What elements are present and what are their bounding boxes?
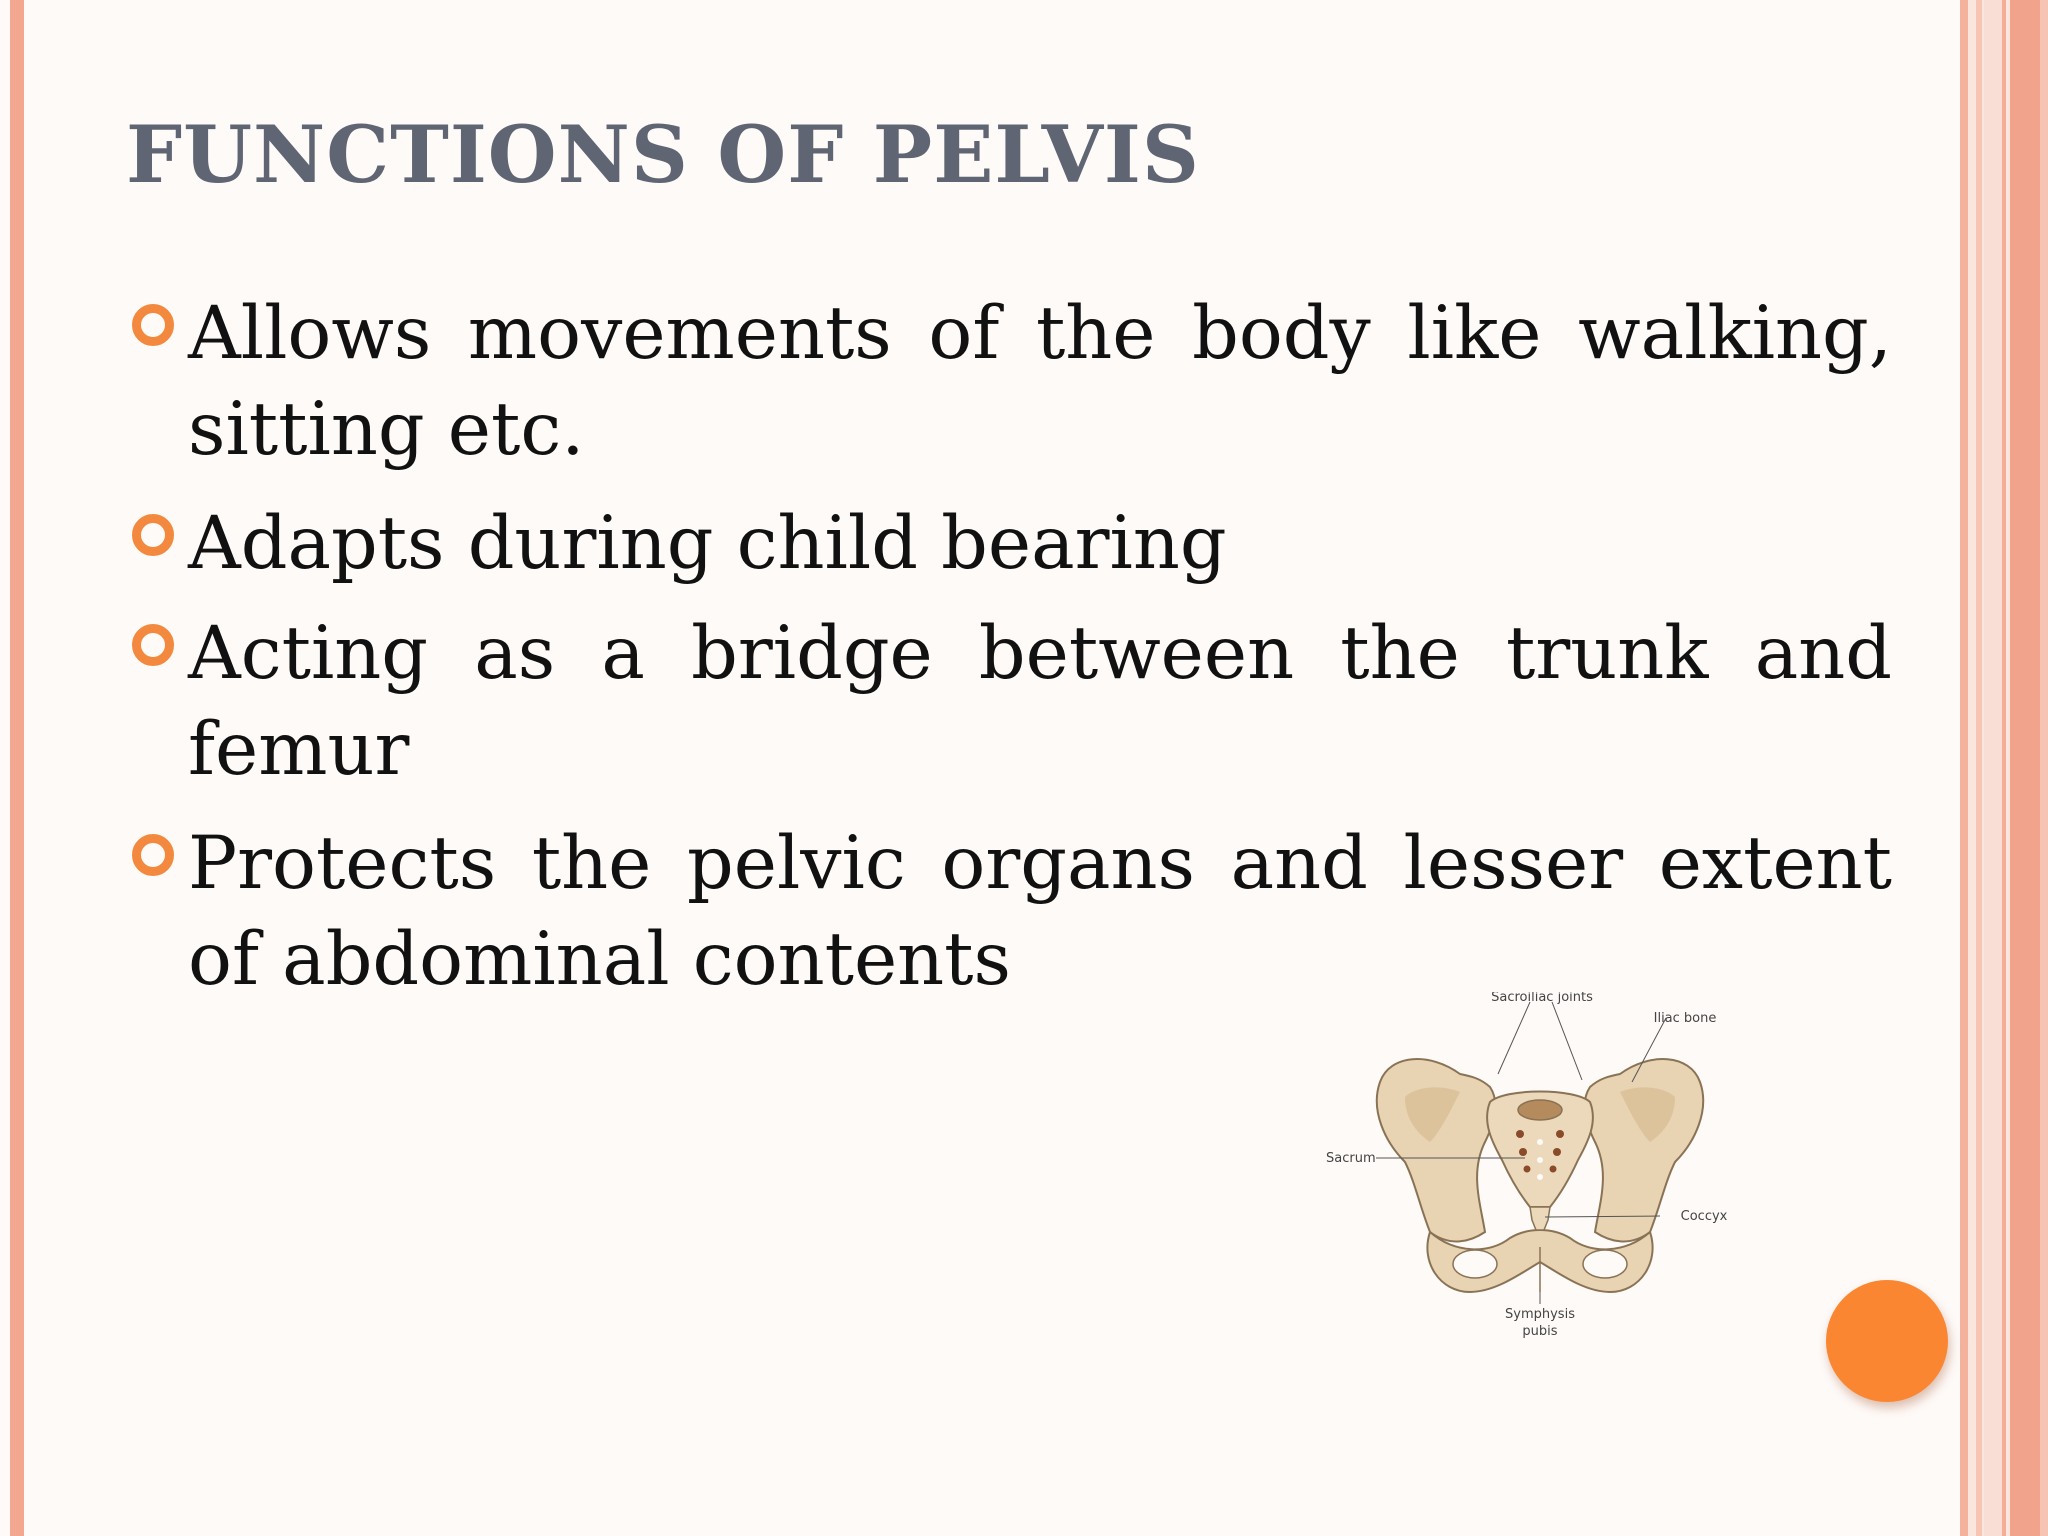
label-pubis: pubis xyxy=(1522,1324,1558,1339)
left-border-stripe xyxy=(10,0,24,1536)
coccyx-bone xyxy=(1530,1207,1550,1230)
right-stripe xyxy=(1984,0,2002,1536)
ring-bullet-icon xyxy=(132,514,174,556)
right-stripe xyxy=(1960,0,1968,1536)
pelvis-illustration xyxy=(1320,992,1760,1346)
bullet-item: Allows movements of the body like walking, sitting etc. xyxy=(188,291,1892,472)
label-coccyx: Coccyx xyxy=(1680,1209,1728,1224)
right-stripe xyxy=(2002,0,2006,1536)
ring-bullet-icon xyxy=(132,834,174,876)
slide-title: FUNCTIONS OF PELVIS xyxy=(126,108,1200,201)
right-stripe xyxy=(2010,0,2040,1536)
bullet-item: Adapts during child bearing xyxy=(188,501,1227,586)
label-iliac-bone: Iliac bone xyxy=(1653,1011,1717,1026)
label-sacroiliac-joints: Sacroiliac joints xyxy=(1491,992,1593,1005)
orange-circle-icon xyxy=(1826,1280,1948,1402)
ring-bullet-icon xyxy=(132,304,174,346)
right-stripe xyxy=(2040,0,2048,1536)
bullet-item: Acting as a bridge between the trunk and femur xyxy=(188,611,1892,792)
right-stripe xyxy=(1976,0,1982,1536)
label-symphysis: Symphysis xyxy=(1505,1307,1575,1322)
left-iliac-bone xyxy=(1377,1059,1496,1241)
ring-bullet-icon xyxy=(132,624,174,666)
label-sacrum: Sacrum xyxy=(1326,1151,1376,1166)
bullet-item: Protects the pelvic organs and lesser extent of abdominal contents xyxy=(188,821,1892,1002)
